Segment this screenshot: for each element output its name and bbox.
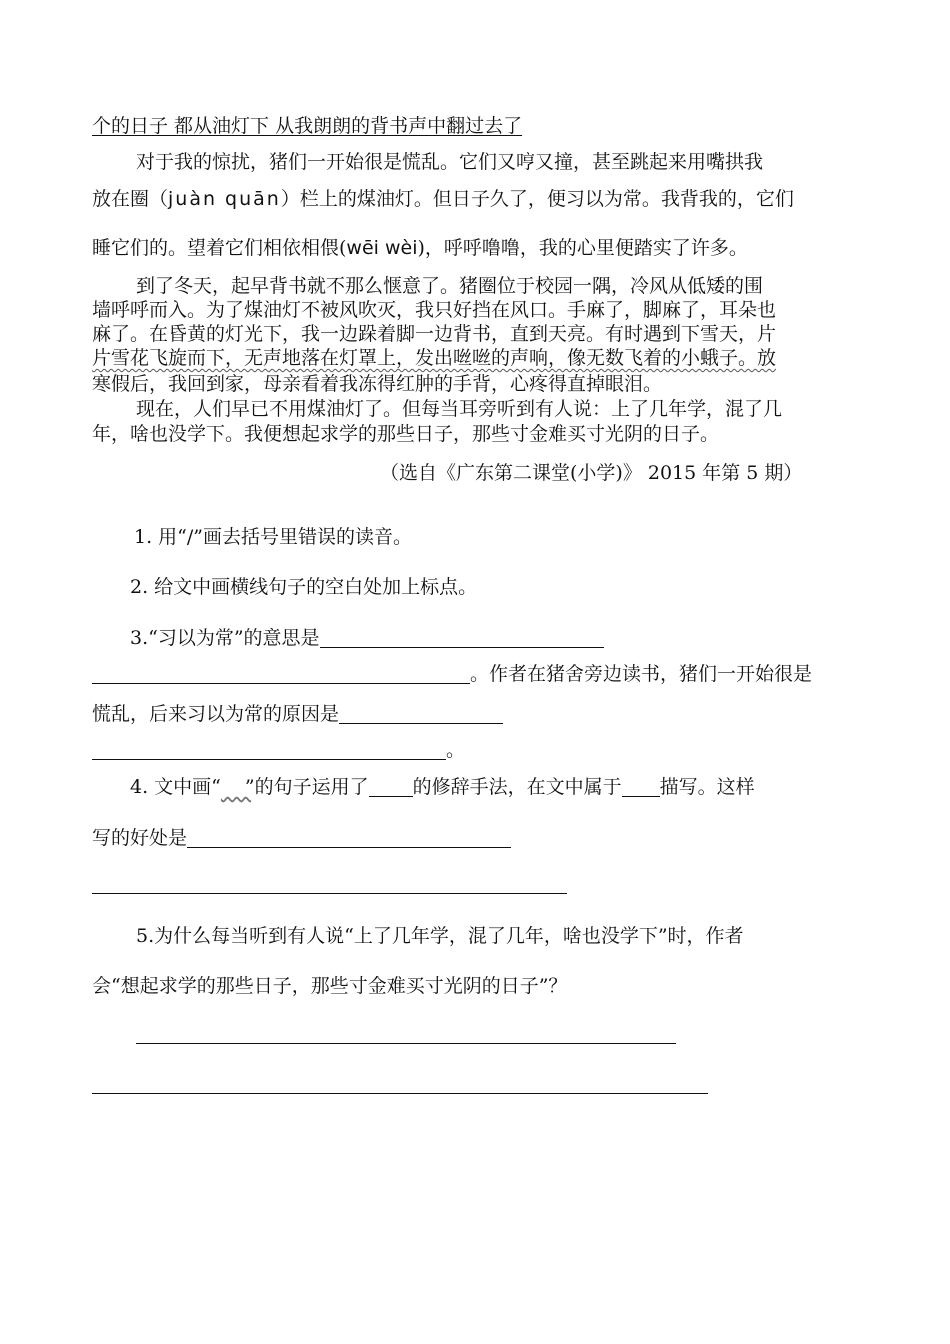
answer-blank[interactable] xyxy=(339,703,503,724)
pinyin-option-wei: wēi wèi xyxy=(346,237,418,259)
answer-line[interactable] xyxy=(92,1093,708,1094)
passage-p1-line3 xyxy=(92,236,748,260)
text: 慌乱，后来习以为常的原因是 xyxy=(92,703,340,725)
question-3-line4 xyxy=(92,738,465,762)
source-citation: （选自《广东第二课堂(小学)》 2015 年第 5 期） xyxy=(380,462,803,484)
question-3-line3 xyxy=(92,702,503,726)
answer-blank[interactable] xyxy=(369,776,413,797)
question-5-line2: 会“想起求学的那些日子，那些寸金难买寸光阴的日子”？ xyxy=(92,975,568,997)
passage-underlined-sentence: 个的日子 都从油灯下 从我朗朗的背书声中翻过去了 xyxy=(92,115,523,137)
answer-blank[interactable] xyxy=(622,776,660,797)
text: 的修辞手法，在文中属于 xyxy=(412,776,622,798)
answer-line[interactable] xyxy=(92,893,567,894)
answer-line[interactable] xyxy=(136,1043,676,1044)
passage-p2-line2: 墙呼呼而入。为了煤油灯不被风吹灭，我只好挡在风口。手麻了，脚麻了，耳朵也 xyxy=(92,299,777,321)
passage-p3-line1: 现在，人们早已不用煤油灯了。但每当耳旁听到有人说：上了几年学，混了几 xyxy=(136,398,783,420)
passage-p1-line1 xyxy=(136,150,860,174)
passage-p2-line3 xyxy=(92,322,776,346)
answer-blank[interactable] xyxy=(187,827,511,848)
text: 睡它们的。望着它们相依相偎( xyxy=(92,237,347,259)
answer-blank[interactable] xyxy=(92,739,446,760)
text: 写的好处是 xyxy=(92,827,188,849)
text: 麻了。在昏黄的灯光下，我一边跺着脚一边背书，直到天亮。有时遇到下雪天，片 xyxy=(92,323,777,345)
text: 4. 文中画“ xyxy=(130,776,221,798)
passage-p2-line5: 寒假后，我回到家，母亲看着我冻得红肿的手背，心疼得直掉眼泪。 xyxy=(92,373,663,395)
question-4-line2 xyxy=(92,826,511,850)
text: 放在圈（ xyxy=(92,188,169,210)
wavy-underlined-sentence: 片雪花飞旋而下，无声地落在灯罩上，发出咝咝的声响，像无数飞着的小蛾子。放 xyxy=(92,347,777,369)
question-4-line1 xyxy=(130,775,755,799)
passage-p2-line1: 到了冬天，起早背书就不那么惬意了。猪圈位于校园一隅，冷风从低矮的围 xyxy=(136,275,764,297)
text: 对于我的惊扰，猪们一开始很是慌乱。它们又哼又撞，甚至跳起来用嘴拱我 xyxy=(136,151,764,173)
text: 3.“习以为常”的意思是 xyxy=(130,627,320,649)
wavy-line-symbol: ​ xyxy=(220,778,252,800)
passage-p3-line2: 年，啥也没学下。我便想起求学的那些日子，那些寸金难买寸光阴的日子。 xyxy=(92,423,720,445)
text: )，呼呼噜噜，我的心里便踏实了许多。 xyxy=(417,237,748,259)
answer-blank[interactable] xyxy=(320,627,604,648)
text: ”的句子运用了 xyxy=(244,776,369,798)
text: 。 xyxy=(446,739,466,761)
answer-blank[interactable] xyxy=(92,663,470,684)
question-1: 1. 用“/”画去括号里错误的读音。 xyxy=(134,526,412,548)
text: ）栏上的煤油灯。但日子久了，便习以为常。我背我的，它们 xyxy=(280,188,794,210)
passage-p2-line4 xyxy=(92,346,776,370)
text: 。作者在猪舍旁边读书，猪们一开始很是 xyxy=(470,663,813,685)
text: 描写。这样 xyxy=(659,776,755,798)
pinyin-option-juan-quan: juàn quān xyxy=(168,188,281,210)
passage-p1-line2 xyxy=(92,187,860,211)
question-3-line1 xyxy=(130,626,604,650)
question-3-line2 xyxy=(92,662,812,686)
question-2: 2. 给文中画横线句子的空白处加上标点。 xyxy=(130,576,478,598)
question-5-line1: 5.为什么每当听到有人说“上了几年学，混了几年，啥也没学下”时，作者 xyxy=(136,925,744,947)
